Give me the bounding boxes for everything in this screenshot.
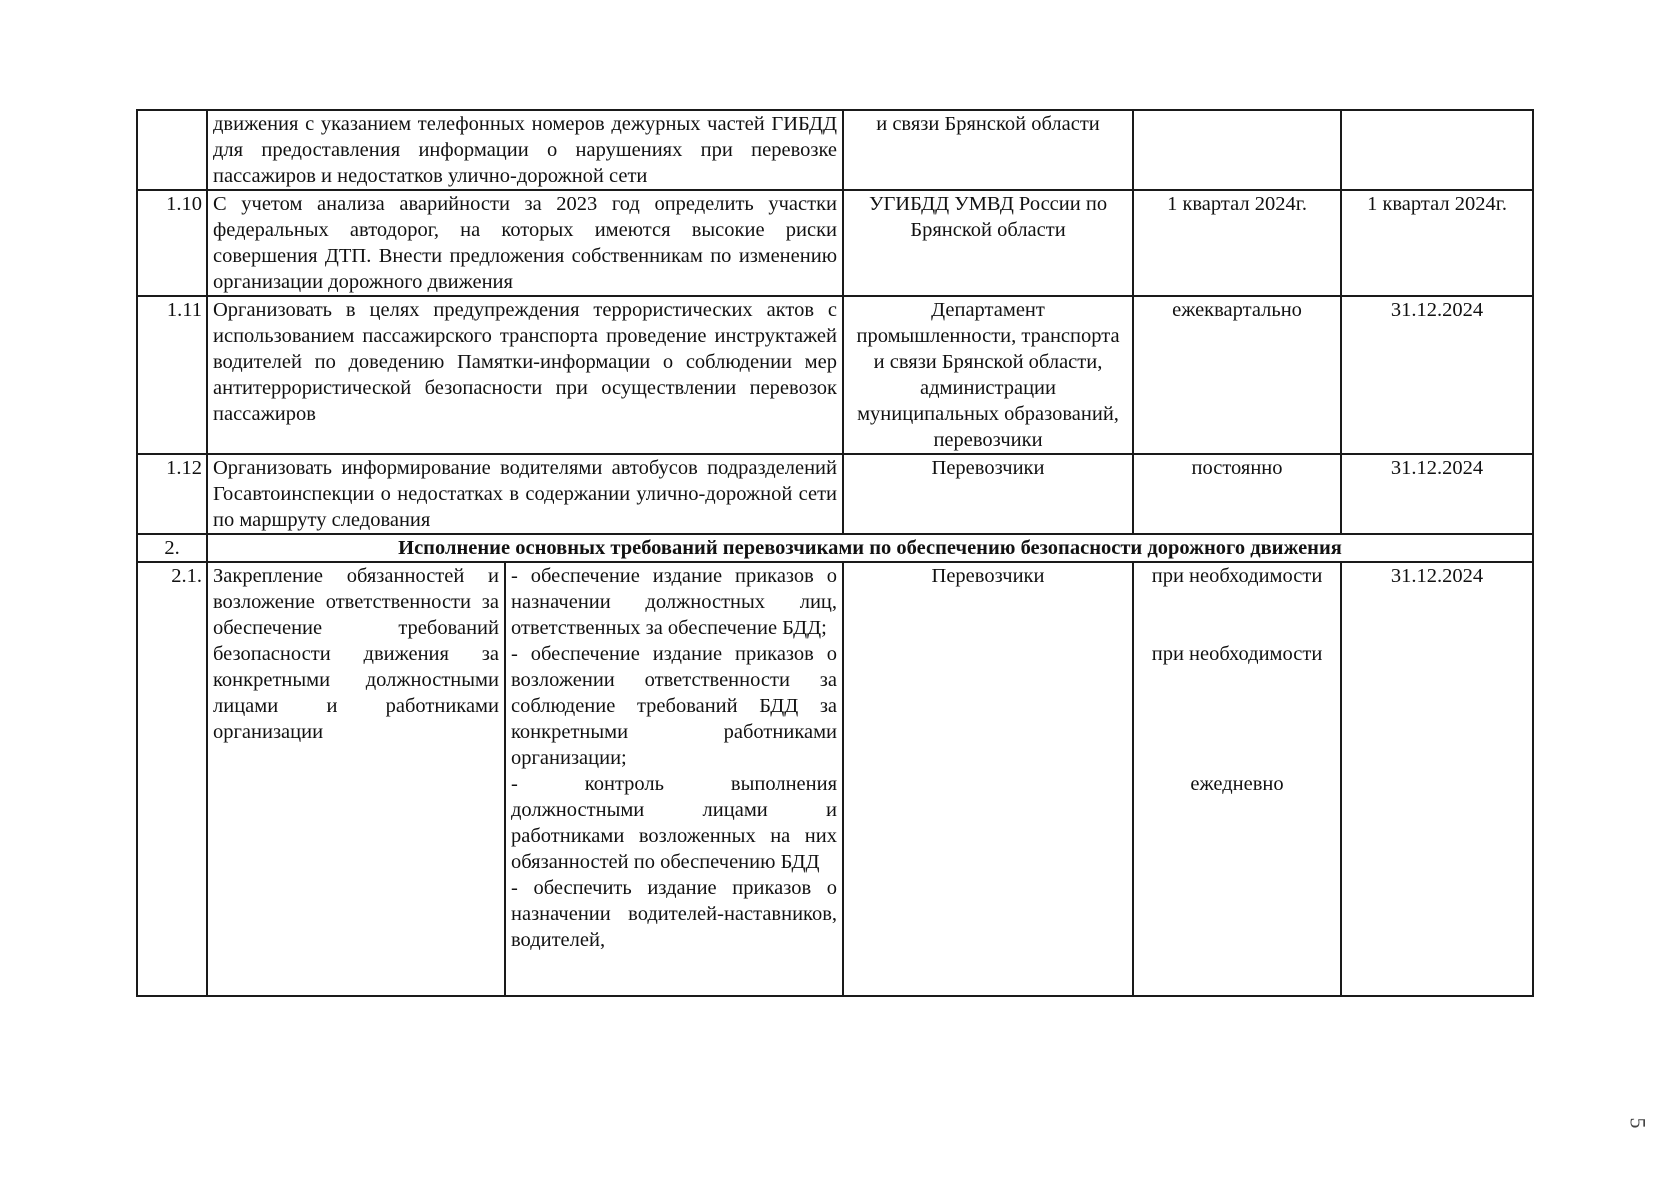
row-number: 2.1. xyxy=(137,562,207,996)
period-item: ежедневно xyxy=(1190,773,1284,795)
period-cell: 1 квартал 2024г. xyxy=(1133,190,1341,296)
table-row xyxy=(137,296,1533,454)
deadline-cell: 31.12.2024 xyxy=(1341,296,1533,454)
measure-text: С учетом анализа аварийности за 2023 год определить участки федеральных автодорог, на которых имеются высокие риски совершения ДТП. Внести предложения собственникам по изменению организации дорожного движения xyxy=(207,190,843,296)
deadline-cell: 31.12.2024 xyxy=(1341,454,1533,534)
section-title: Исполнение основных требований перевозчиками по обеспечению безопасности дорожного движения xyxy=(207,534,1533,562)
measure-text: Организовать информирование водителями автобусов подразделений Госавтоинспекции о недостатках в содержании улично-дорожной сети по маршруту следования xyxy=(207,454,843,534)
measure-text: движения с указанием телефонных номеров дежурных частей ГИБДД для предоставления информации о нарушениях при перевозке пассажиров и недостатков улично-дорожной сети xyxy=(207,110,843,190)
detail-item: - обеспечение издание приказов о возложении ответственности за соблюдение требований БДД за конкретными работниками организации; xyxy=(511,643,838,769)
detail-item: - обеспечение издание приказов о назначении должностных лиц, ответственных за обеспечение БДД; xyxy=(511,565,838,639)
responsible-cell: УГИБДД УМВД России по Брянской области xyxy=(843,190,1133,296)
page-number: 5 xyxy=(1625,1117,1651,1129)
table-row xyxy=(137,454,1533,534)
measure-name: Закрепление обязанностей и возложение ответственности за обеспечение требований безопасности движения за конкретными должностными лицами и работниками организации xyxy=(207,562,505,996)
table-row xyxy=(137,110,1533,190)
responsible-cell: Перевозчики xyxy=(843,454,1133,534)
deadline-cell: 1 квартал 2024г. xyxy=(1341,190,1533,296)
plan-table xyxy=(136,109,1534,997)
measure-text: Организовать в целях предупреждения террористических актов с использованием пассажирского транспорта проведение инструктажей водителей по доведению Памятки-информации о соблюдении мер антитеррористической безопасности при осуществлении перевозок пассажиров xyxy=(207,296,843,454)
deadline-cell xyxy=(1341,110,1533,190)
period-cell xyxy=(1133,110,1341,190)
table-row xyxy=(137,562,1533,996)
responsible-cell: и связи Брянской области xyxy=(843,110,1133,190)
period-cell xyxy=(1133,562,1341,996)
section-number: 2. xyxy=(137,534,207,562)
section-row xyxy=(137,534,1533,562)
row-number: 1.11 xyxy=(137,296,207,454)
responsible-cell: Перевозчики xyxy=(843,562,1133,996)
period-item: при необходимости xyxy=(1151,565,1323,587)
responsible-cell: Департамент промышленности, транспорта и связи Брянской области, администрации муниципальных образований, перевозчики xyxy=(843,296,1133,454)
row-number xyxy=(137,110,207,190)
deadline-cell: 31.12.2024 xyxy=(1341,562,1533,996)
table-row xyxy=(137,190,1533,296)
period-item: при необходимости xyxy=(1151,643,1323,665)
row-number: 1.10 xyxy=(137,190,207,296)
period-cell: постоянно xyxy=(1133,454,1341,534)
detail-item: - обеспечить издание приказов о назначении водителей-наставников, водителей, xyxy=(511,877,838,951)
row-number: 1.12 xyxy=(137,454,207,534)
detail-item: - контроль выполнения должностными лицами и работниками возложенных на них обязанностей по обеспечению БДД xyxy=(511,773,838,873)
measure-details xyxy=(505,562,843,996)
period-cell: ежеквартально xyxy=(1133,296,1341,454)
